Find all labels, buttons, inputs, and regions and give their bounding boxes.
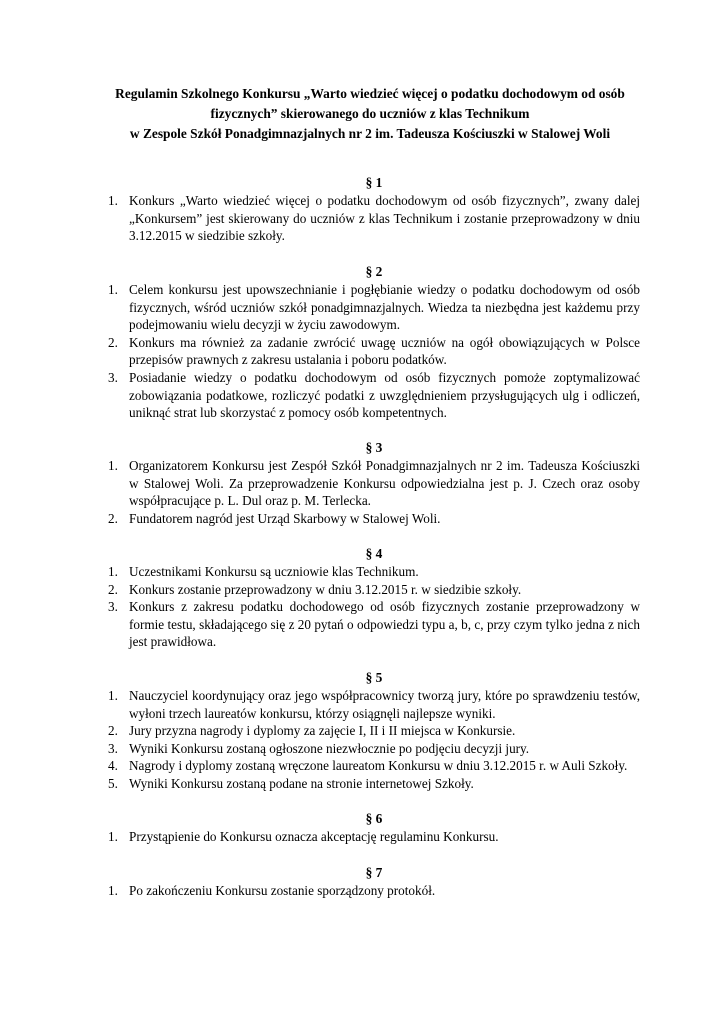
item-text: Celem konkursu jest upowszechnianie i pogłębianie wiedzy o podatku dochodowym od osób fizycznych, wśród uczniów szkół ponadgimnazjalnych. Wiedza ta niezbędna jest każdemu przy podejmowaniu wielu decyzji w życiu zawodowym. [129,282,640,333]
section-2 [108,263,640,422]
list-item [108,192,640,245]
section-heading: § 3 [365,440,383,455]
item-text: Po zakończeniu Konkursu zostanie sporządzony protokół. [129,883,436,898]
title-line-1: Regulamin Szkolnego Konkursu „Warto wiedzieć więcej o podatku dochodowym od osób [115,86,625,101]
section-3 [108,439,640,527]
list-item [108,598,640,651]
item-number: 2. [108,334,118,350]
list-item [108,757,640,775]
title-line-2: fizycznych” skierowanego do uczniów z klas Technikum [210,106,530,121]
item-text: Uczestnikami Konkursu są uczniowie klas Technikum. [129,564,419,579]
item-text: Wyniki Konkursu zostaną ogłoszone niezwłocznie po podjęciu decyzji jury. [129,740,530,756]
item-number: 1. [108,458,118,473]
item-number: 5. [108,775,118,791]
item-number: 1. [108,829,118,844]
list-item [108,281,640,334]
item-number: 1. [108,282,118,297]
item-text: Nauczyciel koordynujący oraz jego współpracownicy tworzą jury, które po sprawdzeniu testów, wyłoni trzech laureatów konkursu, którzy osiągnęli najlepsze wyniki. [129,688,640,721]
item-text: Konkurs ma również za zadanie zwrócić uwagę uczniów na ogół obowiązujących w Polsce przepisów prawnych z zakresu ustalania i poboru podatków. [129,334,640,368]
item-text: Wyniki Konkursu zostaną podane na stronie internetowej Szkoły. [129,775,474,791]
item-number: 1. [108,193,118,208]
section-heading: § 6 [365,811,383,826]
item-number: 3. [108,740,118,756]
item-number: 3. [108,599,118,615]
item-text: Przystąpienie do Konkursu oznacza akceptację regulaminu Konkursu. [129,829,499,844]
list-item [108,882,640,900]
section-heading: § 2 [365,264,383,279]
list-item [108,775,640,793]
item-text: Fundatorem nagród jest Urząd Skarbowy w Stalowej Woli. [129,510,441,526]
item-text: Nagrody i dyplomy zostaną wręczone laureatom Konkursu w dniu 3.12.2015 r. w Auli Szkoły. [129,758,628,774]
item-number: 1. [108,688,118,703]
item-number: 1. [108,883,118,898]
section-heading: § 7 [365,865,383,880]
list-item [108,457,640,510]
section-4 [108,545,640,651]
item-number: 2. [108,581,118,597]
item-text: Konkurs zostanie przeprowadzony w dniu 3.12.2015 r. w siedzibie szkoły. [129,581,522,597]
item-number: 2. [108,723,118,739]
section-5 [108,669,640,793]
list-item [108,563,640,581]
item-number: 4. [108,758,118,774]
section-1 [108,174,640,245]
item-text: Organizatorem Konkursu jest Zespół Szkół Ponadgimnazjalnych nr 2 im. Tadeusza Kościuszki w Stalowej Woli. Za przeprowadzenie Konkursu odpowiedzialna jest p. J. Czech oraz osoby współpracujące p. L. Dul oraz p. M. Terlecka. [129,458,640,509]
list-item [108,334,640,369]
list-item [108,581,640,599]
section-heading: § 5 [365,670,383,685]
list-item [108,369,640,422]
section-6 [108,810,640,846]
list-item [108,828,640,846]
list-item [108,510,640,528]
item-text: Jury przyzna nagrody i dyplomy za zajęcie I, II i II miejsca w Konkursie. [129,723,516,739]
section-heading: § 1 [365,175,383,190]
item-number: 1. [108,564,118,579]
section-7 [108,864,640,900]
list-item [108,722,640,740]
document-title [100,84,640,144]
item-number: 2. [108,510,118,526]
list-item [108,687,640,722]
list-item [108,740,640,758]
item-text: Konkurs „Warto wiedzieć więcej o podatku dochodowym od osób fizycznych”, zwany dalej „Konkursem” jest skierowany do uczniów z klas Technikum i zostanie przeprowadzony w dniu 3.12.2015 w siedzibie szkoły. [129,193,640,244]
item-text: Posiadanie wiedzy o podatku dochodowym od osób fizycznych pomoże zoptymalizować zobowiązania podatkowe, rozliczyć podatki z uwzględnieniem przysługujących ulg i odliczeń, uniknąć strat lub skorzystać z pomocy osób kompetentnych. [129,369,640,421]
title-line-3: w Zespole Szkół Ponadgimnazjalnych nr 2 im. Tadeusza Kościuszki w Stalowej Woli [129,126,611,141]
item-text: Konkurs z zakresu podatku dochodowego od osób fizycznych zostanie przeprowadzony w formie testu, składającego się z 20 pytań o odpowiedzi typu a, b, c, przy czym tylko jedna z nich jest prawidłowa. [129,599,640,650]
item-number: 3. [108,369,118,385]
section-heading: § 4 [365,546,383,561]
